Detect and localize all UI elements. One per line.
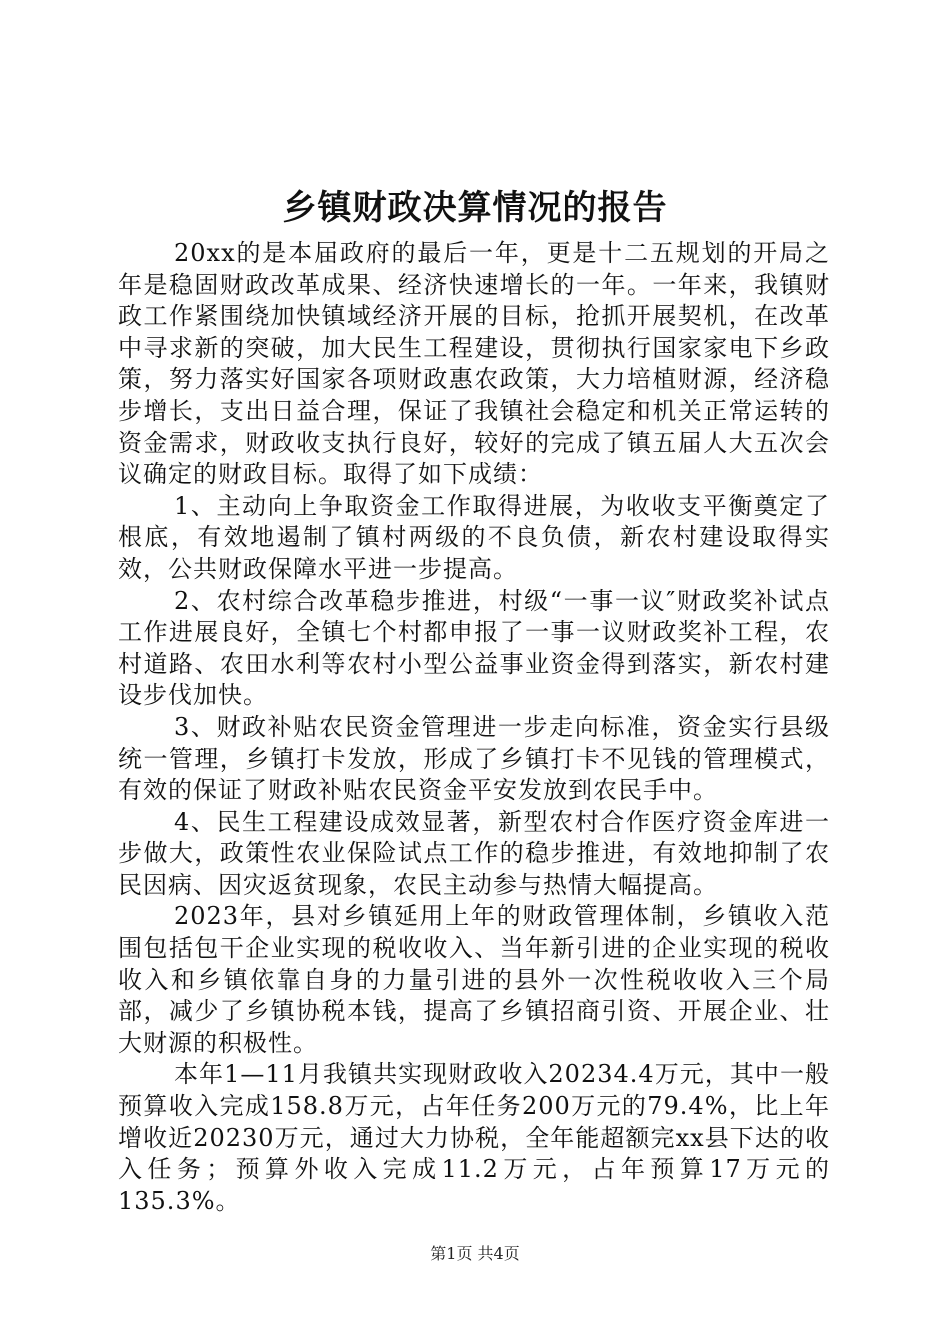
document-body xyxy=(118,238,830,1217)
paragraph-item-2: 2、农村综合改革稳步推进，村级“一事一议″财政奖补试点工作进展良好，全镇七个村都申报了一事一议财政奖补工程，农村道路、农田水利等农村小型公益事业资金得到落实，新农村建设步伐加快。 xyxy=(118,586,830,710)
document-title: 乡镇财政决算情况的报告 xyxy=(282,188,668,228)
paragraph-item-4: 4、民生工程建设成效显著，新型农村合作医疗资金库进一步做大，政策性农业保险试点工作的稳步推进，有效地抑制了农民因病、因灾返贫现象，农民主动参与热情大幅提高。 xyxy=(118,807,830,899)
paragraph-revenue: 本年1—11月我镇共实现财政收入20234.4万元，其中一般预算收入完成158.8万元，占年任务200万元的79.4%，比上年增收近20230万元，通过大力协税，全年能超额完xx县下达的收入任务；预算外收入完成11.2万元，占年预算17万元的135.3%。 xyxy=(118,1060,830,1215)
page-footer: 第1页 共4页 xyxy=(430,1244,520,1263)
paragraph-2023-system: 2023年，县对乡镇延用上年的财政管理体制，乡镇收入范围包括包干企业实现的税收收入、当年新引进的企业实现的税收收入和乡镇依靠自身的力量引进的县外一次性税收收入三个局部，减少了乡镇协税本钱，提高了乡镇招商引资、开展企业、壮大财源的积极性。 xyxy=(118,902,830,1057)
paragraph-intro: 20xx的是本届政府的最后一年，更是十二五规划的开局之年是稳固财政改革成果、经济快速增长的一年。一年来，我镇财政工作紧围绕加快镇域经济开展的目标，抢抓开展契机，在改革中寻求新的突破，加大民生工程建设，贯彻执行国家家电下乡政策，努力落实好国家各项财政惠农政策，大力培植财源，经济稳步增长，支出日益合理，保证了我镇社会稳定和机关正常运转的资金需求，财政收支执行良好，较好的完成了镇五届人大五次会议确定的财政目标。取得了如下成绩： xyxy=(118,239,830,489)
paragraph-item-3: 3、财政补贴农民资金管理进一步走向标准，资金实行县级统一管理，乡镇打卡发放，形成了乡镇打卡不见钱的管理模式，有效的保证了财政补贴农民资金平安发放到农民手中。 xyxy=(118,712,830,805)
paragraph-item-1: 1、主动向上争取资金工作取得进展，为收收支平衡奠定了根底，有效地遏制了镇村两级的不良负债，新农村建设取得实效，公共财政保障水平进一步提高。 xyxy=(118,491,830,583)
